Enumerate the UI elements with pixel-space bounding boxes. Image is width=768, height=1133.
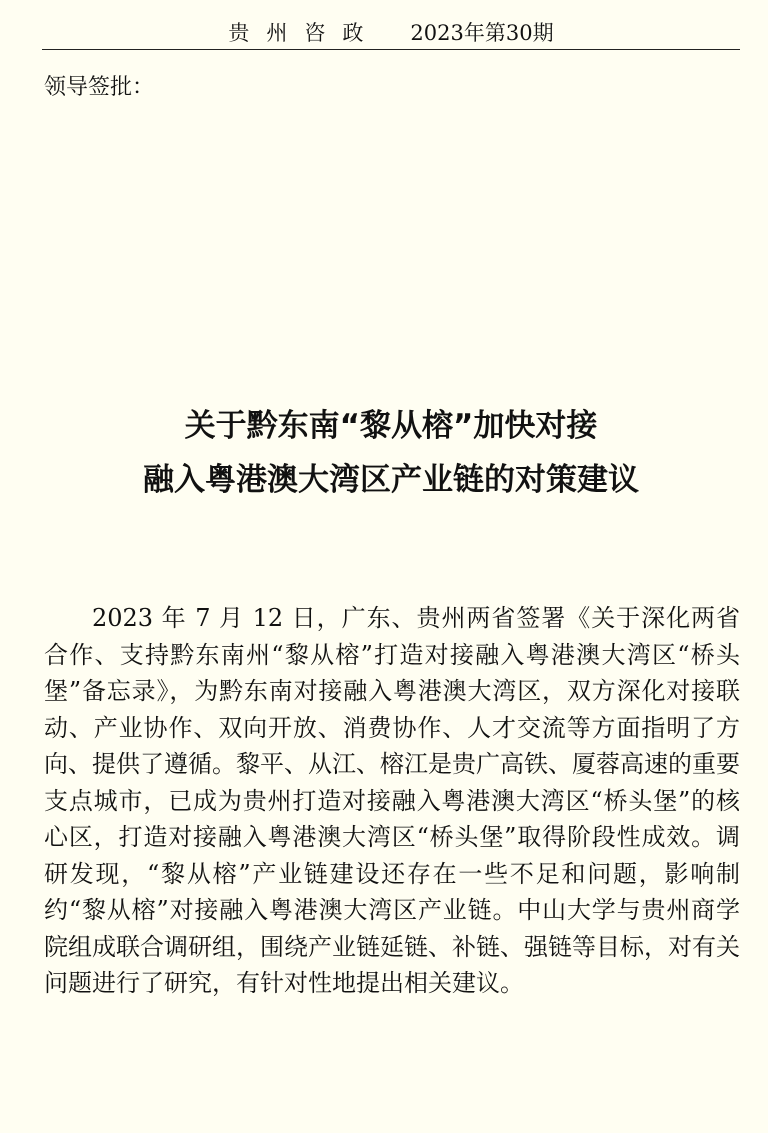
title-line-2: 融入粤港澳大湾区产业链的对策建议 [143, 462, 639, 498]
title-line-1: 关于黔东南“黎从榕”加快对接 [184, 408, 598, 444]
issue-number: 2023年第30期 [410, 21, 554, 45]
header-text [42, 18, 740, 48]
page-header [42, 0, 740, 50]
body-paragraph: 2023 年 7 月 12 日，广东、贵州两省签署《关于深化两省合作、支持黔东南州“黎从榕”打造对接融入粤港澳大湾区“桥头堡”备忘录》，为黔东南对接融入粤港澳大湾区，双方深化对接联动、产业协作、双向开放、消费协作、人才交流等方面指明了方向、提供了遵循。黎平、从江、榕江是贵广高铁、厦蓉高速的重要支点城市，已成为贵州打造对接融入粤港澳大湾区“桥头堡”的核心区，打造对接融入粤港澳大湾区“桥头堡”取得阶段性成效。调研发现，“黎从榕”产业链建设还存在一些不足和问题，影响制约“黎从榕”对接融入粤港澳大湾区产业链。中山大学与贵州商学院组成联合调研组，围绕产业链延链、补链、强链等目标，对有关问题进行了研究，有针对性地提出相关建议。 [44, 604, 740, 997]
approval-label: 领导签批： [44, 75, 155, 100]
journal-name: 贵州咨政 [228, 21, 381, 45]
